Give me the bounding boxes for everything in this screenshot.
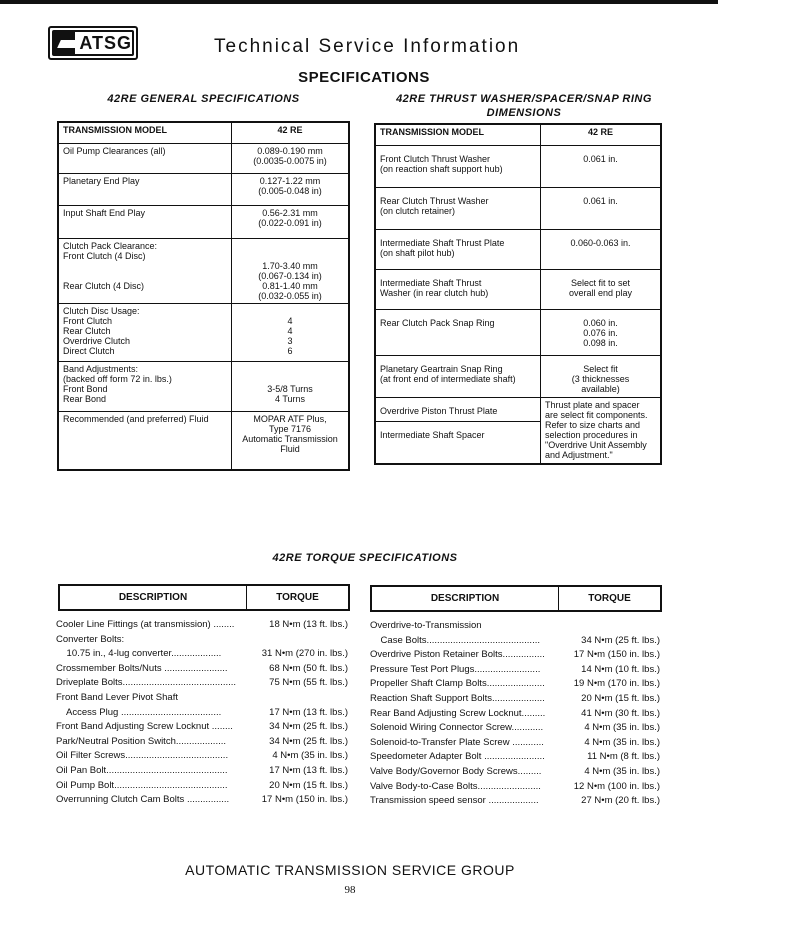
spec-label: Planetary End Play [58,174,232,206]
spec-value: 3-5/8 Turns 4 Turns [232,362,350,412]
spec-value: 0.089-0.190 mm (0.0035-0.0075 in) [232,144,350,174]
page-header-title: Technical Service Information [214,36,521,57]
spec-label: Clutch Pack Clearance: Front Clutch (4 Disc) Rear Clutch (4 Disc) [58,239,232,304]
spec-label: Oil Pump Clearances (all) [58,144,232,174]
torque-value: 17 N•m (150 in. lbs.) [261,794,348,806]
top-rule [0,0,718,4]
table-row [375,230,661,270]
table-header-row [58,122,349,144]
torque-description: Park/Neutral Position Switch................... [56,735,227,747]
col-transmission-model: TRANSMISSION MODEL [58,122,232,144]
torque-value: 4 N•m (35 in. lbs.) [272,750,348,762]
spec-label: Front Clutch Thrust Washer (on reaction shaft support hub) [375,146,541,188]
spec-value: 4 4 3 6 [232,304,350,362]
spec-label: Rear Clutch Thrust Washer (on clutch retainer) [375,188,541,230]
list-item [370,780,660,795]
col-description: DESCRIPTION [372,587,559,610]
atsg-logo [48,26,138,60]
list-item [370,663,660,678]
table-row [58,412,349,470]
spec-value: 0.127-1.22 mm (0.005-0.048 in) [232,174,350,206]
spec-value: 0.060 in. 0.076 in. 0.098 in. [541,310,662,356]
logo-check-icon [54,32,75,54]
torque-description: Access Plug ...................................... [56,706,222,718]
torque-description: Driveplate Bolts........................................... [56,677,237,689]
list-item [56,735,348,750]
torque-description: Converter Bolts: [56,633,125,645]
list-item [370,634,660,649]
torque-description: Valve Body/Governor Body Screws......... [370,765,542,777]
list-item [370,692,660,707]
list-item [370,677,660,692]
table-row [375,270,661,310]
list-item [370,750,660,765]
torque-description: Solenoid-to-Transfer Plate Screw ............ [370,736,544,748]
torque-description: 10.75 in., 4-lug converter................... [56,648,222,660]
specifications-title: SPECIFICATIONS [298,69,430,86]
footer-org: AUTOMATIC TRANSMISSION SERVICE GROUP [185,862,515,878]
torque-value: 31 N•m (270 in. lbs.) [261,648,348,660]
torque-value: 34 N•m (25 ft. lbs.) [269,721,348,733]
list-item [370,765,660,780]
torque-value: 14 N•m (10 ft. lbs.) [581,663,660,675]
table-row [375,356,661,398]
torque-value [346,633,348,648]
table-row [375,188,661,230]
spec-label: Planetary Geartrain Snap Ring (at front end of intermediate shaft) [375,356,541,398]
thrust-specs-title: 42RE THRUST WASHER/SPACER/SNAP RING DIMENSIONS [396,93,652,119]
torque-value: 20 N•m (15 ft. lbs.) [269,779,348,791]
list-item [56,662,348,677]
torque-description: Solenoid Wiring Connector Screw............ [370,722,544,734]
torque-description: Overrunning Clutch Cam Bolts ................ [56,794,230,806]
list-item [56,618,348,633]
table-row [375,146,661,188]
spec-label: Intermediate Shaft Thrust Washer (in rear clutch hub) [375,270,541,310]
torque-value: 34 N•m (25 ft. lbs.) [269,735,348,747]
torque-description: Front Band Adjusting Screw Locknut ........ [56,721,233,733]
spec-label: Recommended (and preferred) Fluid [58,412,232,470]
torque-value: 20 N•m (15 ft. lbs.) [581,692,660,704]
table-row [58,362,349,412]
torque-value: 17 N•m (13 ft. lbs.) [269,706,348,718]
list-item [370,736,660,751]
table-row [375,398,661,422]
table-row [58,206,349,239]
list-item [56,647,348,662]
spec-label: Rear Clutch Pack Snap Ring [375,310,541,356]
torque-value: 17 N•m (150 in. lbs.) [573,649,660,661]
torque-description: Oil Filter Screws....................................... [56,750,229,762]
torque-value: 18 N•m (13 ft. lbs.) [269,619,348,630]
thrust-specs-table [374,123,662,465]
torque-value: 75 N•m (55 ft. lbs.) [269,677,348,689]
spec-value: 1.70-3.40 mm (0.067-0.134 in) 0.81-1.40 mm (0.032-0.055 in) [232,239,350,304]
torque-left-list [56,618,348,808]
list-item [56,764,348,779]
torque-description: Reaction Shaft Support Bolts.................... [370,692,545,704]
torque-description: Case Bolts........................................... [370,634,540,646]
torque-value: 4 N•m (35 in. lbs.) [584,736,660,748]
list-item [370,707,660,722]
spec-value: Select fit to set overall end play [541,270,662,310]
col-transmission-model: TRANSMISSION MODEL [375,124,541,146]
list-item [56,691,348,706]
table-row [58,239,349,304]
table-row [58,144,349,174]
torque-description: Front Band Lever Pivot Shaft [56,691,178,703]
torque-value: 27 N•m (20 ft. lbs.) [581,795,660,807]
spec-label: Intermediate Shaft Spacer [375,422,541,464]
list-item [56,676,348,691]
torque-description: Rear Band Adjusting Screw Locknut......... [370,707,546,719]
general-specs-title: 42RE GENERAL SPECIFICATIONS [107,93,300,105]
torque-right-list [370,619,660,809]
page-number: 98 [344,884,356,896]
spec-label: Intermediate Shaft Thrust Plate (on shaft pilot hub) [375,230,541,270]
torque-value [346,691,348,706]
list-item [56,749,348,764]
torque-value: 17 N•m (13 ft. lbs.) [269,764,348,776]
torque-value: 12 N•m (100 in. lbs.) [573,780,660,792]
torque-value: 4 N•m (35 in. lbs.) [584,722,660,734]
spec-label: Overdrive Piston Thrust Plate [375,398,541,422]
list-item [56,779,348,794]
col-42re: 42 RE [232,122,350,144]
list-item [370,794,660,809]
torque-description: Oil Pump Bolt........................................... [56,779,228,791]
torque-value: 4 N•m (35 in. lbs.) [584,765,660,777]
spec-value: 0.061 in. [541,188,662,230]
spec-label: Band Adjustments: (backed off form 72 in. lbs.) Front Bond Rear Bond [58,362,232,412]
table-header-row [375,124,661,146]
torque-description: Crossmember Bolts/Nuts ........................ [56,662,228,674]
spec-label: Input Shaft End Play [58,206,232,239]
torque-description: Overdrive Piston Retainer Bolts................ [370,649,545,661]
table-row [58,174,349,206]
col-torque: TORQUE [588,593,631,604]
torque-value: 68 N•m (50 ft. lbs.) [269,662,348,674]
col-description: DESCRIPTION [60,586,247,609]
spec-value: 0.56-2.31 mm (0.022-0.091 in) [232,206,350,239]
torque-left-header [58,584,350,611]
torque-description: Oil Pan Bolt.............................................. [56,764,228,776]
spec-value: MOPAR ATF Plus, Type 7176 Automatic Transmission Fluid [232,412,350,470]
torque-description: Propeller Shaft Clamp Bolts...................... [370,678,545,690]
spec-value: Select fit (3 thicknesses available) [541,356,662,398]
list-item [56,706,348,721]
table-row [58,304,349,362]
spec-label: Clutch Disc Usage: Front Clutch Rear Clutch Overdrive Clutch Direct Clutch [58,304,232,362]
torque-description: Valve Body-to-Case Bolts........................ [370,780,541,792]
spec-value: 0.061 in. [541,146,662,188]
col-42re: 42 RE [541,124,662,146]
torque-right-header [370,585,662,612]
torque-description: Pressure Test Port Plugs......................... [370,663,541,675]
list-item [370,619,660,634]
torque-description: Cooler Line Fittings (at transmission) ........ [56,619,235,630]
spec-value: Thrust plate and spacer are select fit components. Refer to size charts and selection procedures in "Overdrive Unit Assembly and Adjustment." [541,398,662,464]
torque-value: 41 N•m (30 ft. lbs.) [581,707,660,719]
torque-description: Speedometer Adapter Bolt ....................... [370,751,545,763]
list-item [56,720,348,735]
list-item [56,793,348,808]
logo-text: ATSG [79,32,132,53]
list-item [370,721,660,736]
table-row [375,310,661,356]
general-specs-table [57,121,350,471]
spec-value: 0.060-0.063 in. [541,230,662,270]
list-item [370,648,660,663]
torque-value [658,619,660,634]
torque-value: 19 N•m (170 in. lbs.) [573,678,660,690]
torque-specs-title: 42RE TORQUE SPECIFICATIONS [272,552,458,564]
torque-value: 34 N•m (25 ft. lbs.) [581,634,660,646]
torque-description: Overdrive-to-Transmission [370,620,482,631]
torque-value: 11 N•m (8 ft. lbs.) [587,751,660,763]
torque-description: Transmission speed sensor ................... [370,795,539,807]
list-item [56,633,348,648]
col-torque: TORQUE [276,592,319,603]
